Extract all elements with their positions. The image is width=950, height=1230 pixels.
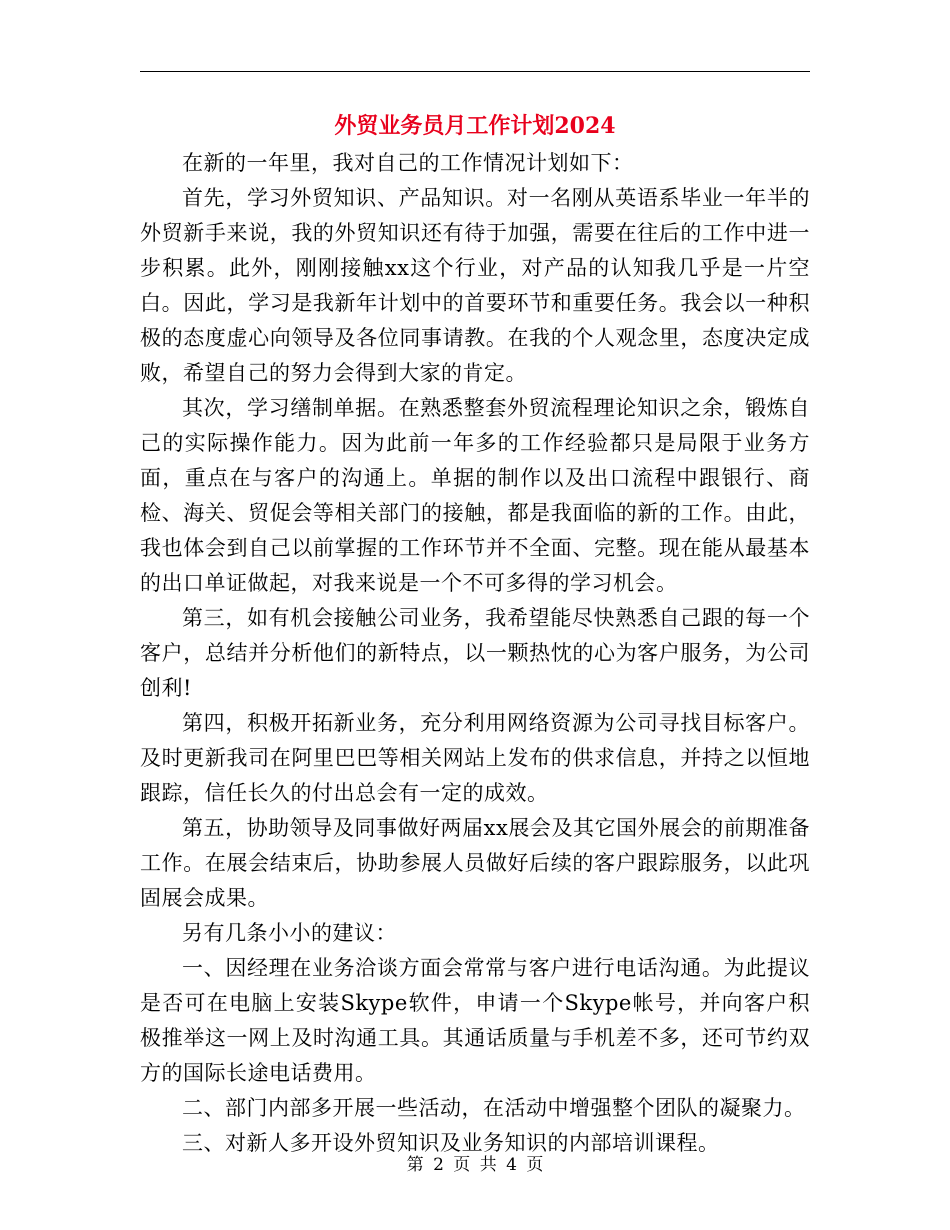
paragraph-suggestions-intro: 另有几条小小的建议： — [182, 921, 397, 945]
paragraph-first: 首先，学习外贸知识、产品知识。对一名刚从英语系毕业一年半的外贸新手来说，我的外贸知识还有待于加强，需要在往后的工作中进一步积累。此外，刚刚接触xx这个行业，对产品的认知我几乎是一片空白。因此，学习是我新年计划中的首要环节和重要任务。我会以一种积极的态度虚心向领导及各位同事请教。在我的个人观念里，态度决定成败，希望自己的努力会得到大家的肯定。 — [140, 186, 810, 385]
paragraph-fourth: 第四，积极开拓新业务，充分利用网络资源为公司寻找目标客户。及时更新我司在阿里巴巴等相关网站上发布的供求信息，并持之以恒地跟踪，信任长久的付出总会有一定的成效。 — [140, 711, 810, 805]
paragraph-suggestion-two: 二、部门内部多开展一些活动，在活动中增强整个团队的凝聚力。 — [182, 1096, 806, 1120]
header-rule — [140, 71, 810, 72]
paragraph-third: 第三，如有机会接触公司业务，我希望能尽快熟悉自己跟的每一个客户，总结并分析他们的新特点，以一颗热忱的心为客户服务，为公司创利! — [140, 606, 810, 700]
paragraph-intro: 在新的一年里，我对自己的工作情况计划如下： — [182, 151, 634, 175]
paragraph-suggestion-three: 三、对新人多开设外贸知识及业务知识的内部培训课程。 — [182, 1131, 720, 1155]
paragraph-suggestion-one: 一、因经理在业务洽谈方面会常常与客户进行电话沟通。为此提议是否可在电脑上安装Skype软件，申请一个Skype帐号，并向客户积极推举这一网上及时沟通工具。其通话质量与手机差不多，还可节约双方的国际长途电话费用。 — [140, 956, 810, 1085]
paragraph-fifth: 第五，协助领导及同事做好两届xx展会及其它国外展会的前期准备工作。在展会结束后，协助参展人员做好后续的客户跟踪服务，以此巩固展会成果。 — [140, 816, 810, 910]
document-title: 外贸业务员月工作计划2024 — [334, 113, 616, 139]
page-number: 第 2 页 共 4 页 — [406, 1155, 544, 1175]
paragraph-second: 其次，学习缮制单据。在熟悉整套外贸流程理论知识之余，锻炼自己的实际操作能力。因为此前一年多的工作经验都只是局限于业务方面，重点在与客户的沟通上。单据的制作以及出口流程中跟银行、商检、海关、贸促会等相关部门的接触，都是我面临的新的工作。由此，我也体会到自己以前掌握的工作环节并不全面、完整。现在能从最基本的出口单证做起，对我来说是一个不可多得的学习机会。 — [140, 396, 810, 595]
document-body — [140, 146, 810, 1161]
